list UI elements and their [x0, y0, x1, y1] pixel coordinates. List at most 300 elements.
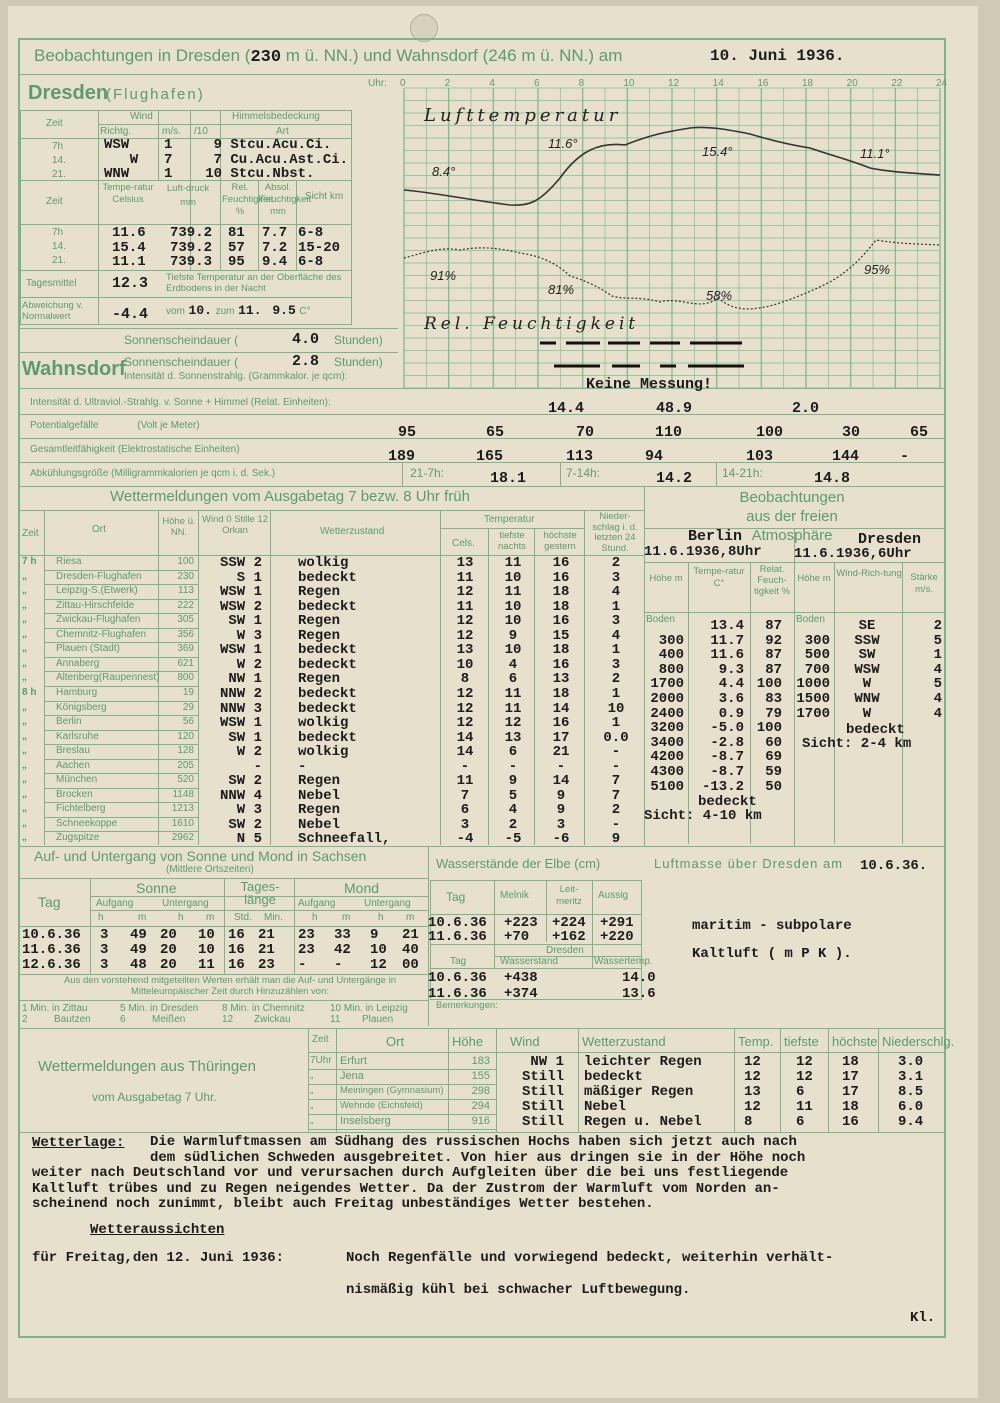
elbe-aussig-val: +220	[600, 929, 634, 945]
rep-ort: Breslau	[56, 745, 90, 757]
richtg-header: Richtg.	[100, 126, 132, 137]
rep-niederschlag: 1	[611, 715, 621, 732]
corr-city: Plauen	[362, 1014, 394, 1025]
rep-ort: Schneekoppe	[56, 817, 118, 829]
rep-hoehe: 356	[177, 628, 194, 640]
rep-zeit: „	[22, 672, 27, 684]
tiefste-label: Tiefste Temperatur an der Oberfläche des Erdbodens in der Nacht	[166, 272, 342, 294]
rep-wind: WSW 1	[219, 584, 262, 601]
leit-value: 189	[388, 448, 416, 465]
rep-hoechste: -6	[552, 831, 570, 848]
dresden-staerke: 1	[933, 647, 942, 664]
elbe-melnik: Melnik	[500, 890, 529, 901]
berlin-temp: 13.4	[710, 618, 744, 634]
th-wetter: mäßiger Regen	[584, 1084, 694, 1100]
th-head: Wind	[510, 1034, 540, 1049]
th-wind: Still	[521, 1114, 564, 1130]
rep-hoechste: 18	[552, 685, 570, 702]
hour-tick: 10	[623, 78, 635, 89]
th-ort: Wehnde (Eichsfeld)	[340, 1100, 423, 1111]
temp-annotation-3: 15.4°	[702, 144, 733, 159]
potential-value: 95	[398, 424, 417, 441]
hum-annotation-2: 81%	[548, 282, 575, 297]
potential-value: 70	[576, 424, 595, 441]
dresden-atm-date: 11.6.1936,6Uhr	[794, 546, 912, 562]
uv-value-1: 14.4	[548, 400, 585, 417]
rep-zeit: „	[22, 585, 27, 597]
dresden-hoehe: 700	[804, 661, 830, 678]
rep-zeit: „	[22, 832, 27, 844]
berlin-hoehe: 3400	[650, 734, 684, 751]
th-zeit: „	[310, 1115, 314, 1126]
header-title: Beobachtungen in Dresden (230 m ü. NN.) und Wahnsdorf (246 m ü. NN.) am	[34, 46, 623, 67]
pot-label: Potentialgefälle (Volt je Meter)	[30, 420, 200, 431]
aussichten-line-2: nismäßig kühl bei schwacher Luftbewegung.	[346, 1282, 691, 1298]
rep-hoechste: 16	[552, 715, 570, 732]
corr-label: 1 Min. in Zittau	[22, 1003, 88, 1014]
sun-cell: 48	[130, 957, 147, 973]
rep-tiefste: 12	[504, 715, 522, 732]
rep-head-hoechste: höchste gestern	[543, 530, 577, 552]
berlin-temp: 3.6	[718, 691, 744, 707]
rep-wetter: bedeckt	[298, 685, 357, 702]
uv-value-3: 2.0	[792, 400, 820, 417]
sun-cell: 10.6.36	[22, 927, 81, 943]
rep-wind: SW 1	[228, 613, 262, 630]
temp-annotation-4: 11.1°	[860, 146, 890, 161]
rep-tiefste: 6	[508, 744, 518, 761]
th-zeit: „	[310, 1070, 314, 1081]
rep-wind: SW 2	[228, 816, 262, 833]
rep-wetter: Regen	[298, 671, 341, 688]
dresden-staerke: 2	[933, 618, 942, 634]
rep-temp: -	[460, 758, 470, 775]
rep-ort: Riesa	[56, 556, 82, 567]
hour-tick: 16	[757, 78, 769, 89]
dresden-richtung: SE	[858, 618, 876, 634]
fa-head-richtung: Wind-Rich-tung	[836, 568, 902, 579]
uhr-label: Uhr:	[368, 78, 387, 89]
obs-rows: 11.6 739.2 81 7.7 6-8 15.4 739.2 57 7.2 15-20 11.1 739.3 95 9.4 6-8	[112, 225, 341, 270]
th-ort: Meiningen (Gymnasium)	[340, 1085, 444, 1096]
boden-d: Boden	[796, 614, 825, 625]
airmass-date: 10.6.36.	[860, 858, 928, 874]
rep-zeit: „	[22, 628, 27, 640]
berlin-temp: 9.3	[718, 661, 744, 678]
dresden-note-1: bedeckt	[846, 722, 905, 738]
dresden-richtung: SSW	[854, 632, 880, 649]
th-niederschlag: 6.0	[898, 1099, 924, 1115]
time-labels: 7h 14. 21.	[52, 141, 66, 180]
berlin-feucht: 92	[765, 632, 782, 649]
rep-temp: 12	[456, 685, 474, 702]
elbe-leitmeritz-val: +162	[552, 929, 586, 945]
dresden-atm-label: Dresden	[858, 531, 922, 548]
th-tiefste: 6	[796, 1114, 805, 1130]
sunshine-dresden-value: 4.0	[292, 331, 320, 348]
mond-untergang: Untergang	[364, 898, 411, 909]
signature: Kl.	[910, 1310, 936, 1326]
rep-wind: WSW 2	[219, 598, 262, 615]
rep-wind: N 5	[236, 831, 262, 848]
boden-b: Boden	[646, 614, 675, 625]
berlin-feucht: 100	[756, 676, 782, 693]
rep-niederschlag: 3	[611, 656, 621, 673]
hm-head: m	[206, 912, 215, 923]
rep-ort: Königsberg	[56, 701, 107, 713]
th-hoehe: 294	[471, 1100, 490, 1112]
hour-tick: 22	[891, 78, 903, 89]
sun-cell: 11	[198, 957, 215, 973]
rep-hoehe: 222	[177, 599, 194, 611]
rep-hoechste: 18	[552, 598, 570, 615]
th-zeit: „	[310, 1100, 314, 1111]
rep-ort: Zwickau-Flughafen	[56, 614, 141, 626]
airmass-label: Luftmasse über Dresden am	[654, 856, 844, 871]
dresden-hoehe: 300	[804, 632, 830, 649]
rep-niederschlag: 4	[611, 584, 621, 601]
airmass-line-1: maritim - subpolare	[692, 918, 852, 934]
temperature-humidity-chart	[0, 0, 1000, 490]
corr-minutes: 2	[22, 1014, 28, 1025]
dresden-richtung: SW	[858, 647, 876, 664]
rep-wind: SW 2	[228, 773, 262, 790]
wind-rows: WSW 1 9 Stcu.Acu.Ci. W 7 7 Cu.Acu.Ast.Ci. WNW 1 10 Stcu.Nbst.	[104, 137, 349, 182]
rep-wetter: bedeckt	[298, 700, 357, 717]
sun-cell: 21	[258, 942, 275, 958]
rep-hoechste: 17	[552, 729, 570, 746]
rep-zeit: „	[22, 745, 27, 757]
rep-hoehe: 305	[177, 614, 194, 626]
rep-hoechste: 16	[552, 569, 570, 586]
rep-hoehe: 520	[177, 774, 194, 786]
th-niederschlag: 3.0	[898, 1054, 924, 1070]
tagesmittel-label: Tagesmittel	[26, 278, 77, 289]
rep-hoehe: 113	[178, 585, 194, 597]
berlin-note-2: Sicht: 4-10 km	[644, 808, 762, 824]
rep-hoechste: 18	[552, 584, 570, 601]
abk-label-2: 7-14h:	[566, 466, 601, 480]
rep-wind: W 2	[236, 656, 262, 673]
th-hoehe: 298	[471, 1085, 490, 1097]
rep-hoechste: 16	[552, 613, 570, 630]
dresden-staerke: 4	[933, 691, 942, 707]
rep-wind: W 2	[236, 744, 262, 761]
rep-tiefste: 2	[508, 816, 518, 833]
druck-header: Luft-druck mm	[166, 183, 210, 208]
sun-cell: 21	[402, 927, 419, 943]
berlin-temp: 11.6	[710, 647, 744, 664]
berlin-feucht: 100	[756, 720, 782, 737]
tagesmittel-value: 12.3	[112, 275, 149, 292]
th-head: Niederschlg.	[882, 1034, 955, 1049]
berlin-hoehe: 300	[658, 632, 684, 649]
tageslaenge-head: Tages-länge	[240, 879, 280, 907]
rep-hoehe: 2962	[171, 832, 194, 844]
wetterlage-label: Wetterlage:	[32, 1135, 125, 1151]
rep-wind: SW 1	[228, 729, 262, 746]
corr-city: Zwickau	[254, 1014, 291, 1025]
rep-niederschlag: 2	[611, 555, 621, 571]
abweichung-label: Abweichung v. Normalwert	[22, 300, 84, 322]
berlin-feucht: 83	[765, 691, 782, 707]
leit-value: 144	[832, 448, 860, 465]
sun-cell: 16	[228, 927, 245, 943]
berlin-temp: -5.0	[710, 720, 744, 737]
tenth-header: /10	[194, 126, 208, 137]
elbe-tag-head-2: Tag	[450, 956, 467, 967]
th-head: Temp.	[738, 1034, 774, 1049]
rep-head-temp: Temperatur	[484, 514, 535, 525]
elbe-d-date: 11.6.36	[428, 986, 487, 1002]
rep-wetter: wolkig	[298, 744, 349, 761]
uv-label: Intensität d. Ultraviol.-Strahlg. v. Sonne + Himmel (Relat. Einheiten):	[30, 397, 331, 408]
hour-tick: 24	[936, 78, 948, 89]
dresden-staerke: 5	[933, 676, 942, 693]
sun-note: Aus den vorstehend mitgeteilten Werten erhält man die Auf- und Untergänge in Mitteleuropäischer Zeit durch Hinzuzählen von:	[64, 975, 396, 997]
rep-head-tiefste: tiefste nachts	[498, 530, 526, 552]
hm-head: h	[378, 912, 384, 923]
rep-niederschlag: 3	[611, 613, 621, 630]
rep-head-zeit: Zeit	[22, 528, 39, 539]
rep-tiefste: 4	[508, 802, 518, 819]
berlin-temp: -13.2	[701, 778, 744, 795]
rep-temp: 11	[456, 598, 474, 615]
rep-hoehe: 621	[177, 657, 194, 669]
rep-hoechste: 13	[552, 671, 570, 688]
rep-temp: 7	[460, 787, 470, 804]
abk-value-3: 14.8	[814, 470, 851, 487]
berlin-feucht: 87	[765, 647, 782, 664]
dresden-richtung: WNW	[854, 691, 880, 707]
berlin-hoehe: 4200	[650, 749, 684, 766]
rep-hoehe: 120	[177, 730, 194, 742]
th-wind: Still	[521, 1099, 564, 1115]
rep-ort: Chemnitz-Flughafen	[56, 628, 147, 640]
wetterlage-text: Die Warmluftmassen am Südhang des russischen Hochs haben sich jetzt auch nach dem südlichen Schweden ausgebreitet. Von hier aus dringen sie in der Höhe noch weiter nach Deutschland vor und verursachen durch Aufgleiten über die bei uns festliegende Kaltluft trübes und zu Regen neigendes Wetter. Da der Zustrom der Warmluft vom Norden an- scheinend noch zunimmt, bleibt auch Freitag unbeständiges Wetter bestehen.	[32, 1134, 806, 1212]
rep-zeit: „	[22, 643, 27, 655]
header-date: 10. Juni 1936.	[710, 47, 845, 65]
rep-hoechste: 15	[552, 627, 570, 644]
rep-wind: NW 1	[228, 671, 262, 688]
rep-wind: W 3	[236, 802, 262, 819]
sonne-head: Sonne	[136, 880, 177, 896]
rep-zeit: 8 h	[22, 686, 37, 698]
hum-annotation-4: 95%	[864, 262, 891, 277]
hour-tick: 2	[444, 78, 451, 89]
elbe-leitmeritz: Leit-meritz	[556, 884, 582, 907]
abs-header: Absol. Feuchtigkeit mm	[260, 182, 312, 217]
rep-tiefste: 11	[504, 584, 522, 601]
th-wetter: Regen u. Nebel	[584, 1114, 702, 1130]
hour-tick: 12	[668, 78, 680, 89]
rep-ort: Berlin	[56, 716, 82, 728]
rep-hoehe: 29	[182, 701, 194, 713]
rep-tiefste: 4	[508, 656, 518, 673]
rep-tiefste: 10	[504, 598, 522, 615]
dresden-richtung: W	[862, 676, 872, 693]
elbe-date: 11.6.36	[428, 929, 487, 945]
rep-wetter: Nebel	[298, 787, 341, 804]
rep-niederschlag: 0.0	[603, 729, 629, 746]
rep-temp: 13	[456, 555, 474, 571]
berlin-temp: 0.9	[718, 705, 744, 722]
keine-messung: Keine Messung!	[586, 376, 713, 393]
th-hoechste: 18	[842, 1054, 859, 1070]
rep-wetter: bedeckt	[298, 729, 357, 746]
th-hoechste: 17	[842, 1069, 859, 1085]
art-header: Art	[276, 126, 289, 137]
std-head: Std.	[234, 912, 252, 923]
th-ort: Jena	[340, 1070, 364, 1082]
dresden-staerke: 4	[933, 705, 942, 722]
aussichten-line-1: Noch Regenfälle und vorwiegend bedeckt, weiterhin verhält-	[346, 1250, 834, 1266]
elbe-d-stand: +438	[504, 970, 538, 986]
th-head: Zeit	[312, 1034, 329, 1045]
sun-cell: 3	[100, 957, 109, 973]
rep-tiefste: 10	[504, 613, 522, 630]
th-temp: 12	[744, 1099, 761, 1115]
sun-cell: 21	[258, 927, 275, 943]
sun-cell: 12.6.36	[22, 957, 81, 973]
rep-temp: 14	[456, 744, 474, 761]
rep-hoechste: 3	[556, 816, 566, 833]
sun-cell: 20	[160, 927, 177, 943]
rep-zeit: „	[22, 803, 27, 815]
rep-niederschlag: 9	[611, 831, 621, 848]
rep-hoechste: 9	[556, 787, 566, 804]
leit-value: 113	[566, 448, 594, 465]
rep-tiefste: -5	[504, 831, 522, 848]
hour-tick: 18	[802, 78, 814, 89]
berlin-hoehe: 800	[658, 661, 684, 678]
leit-label: Gesamtleitfähigkeit (Elektrostatische Einheiten)	[30, 444, 240, 455]
elbe-title: Wasserstände der Elbe (cm)	[436, 856, 601, 871]
sun-cell: 33	[334, 927, 351, 943]
potential-value: 65	[910, 424, 929, 441]
berlin-feucht: 69	[765, 749, 782, 766]
rep-hoehe: 1610	[171, 817, 194, 829]
sun-cell: 20	[160, 957, 177, 973]
corr-label: 5 Min. in Dresden	[120, 1003, 199, 1014]
stunden-2: Stunden)	[334, 355, 383, 369]
th-wetter: leichter Regen	[584, 1054, 702, 1070]
potential-value: 65	[486, 424, 505, 441]
th-wind: Still	[521, 1069, 564, 1085]
berlin-feucht: 50	[765, 778, 782, 795]
rep-hoechste: 16	[552, 656, 570, 673]
rep-wetter: Nebel	[298, 816, 341, 833]
rep-temp: 13	[456, 642, 474, 659]
rep-wetter: wolkig	[298, 715, 349, 732]
elbe-wasserstand: Wasserstand	[500, 956, 558, 967]
sun-cell: 9	[370, 927, 379, 943]
sun-cell: 23	[298, 927, 315, 943]
fa-head-temp: Tempe-ratur C°	[693, 566, 745, 589]
rep-zeit: „	[22, 599, 27, 611]
rep-zeit: „	[22, 788, 27, 800]
rep-temp: 10	[456, 656, 474, 673]
sun-cell: -	[334, 957, 343, 973]
elbe-tag-head: Tag	[446, 890, 466, 904]
wahnsdorf-title: Wahnsdorf	[22, 358, 126, 380]
reports-title: Wettermeldungen vom Ausgabetag 7 bezw. 8 Uhr früh	[110, 488, 470, 505]
sun-cell: 12	[370, 957, 387, 973]
sun-cell: 23	[258, 957, 275, 973]
berlin-hoehe: 2000	[650, 691, 684, 707]
hour-tick: 4	[489, 78, 495, 89]
rep-temp: 12	[456, 715, 474, 732]
sun-sub: (Mittlere Ortszeiten)	[166, 864, 254, 875]
rep-hoechste: 16	[552, 555, 570, 571]
thueringen-sub: vom Ausgabetag 7 Uhr.	[92, 1090, 217, 1104]
th-temp: 12	[744, 1054, 761, 1070]
rep-zeit: „	[22, 730, 27, 742]
rep-temp: 6	[460, 802, 470, 819]
abk-label-1: 21-7h:	[410, 466, 445, 480]
berlin-feucht: 59	[765, 764, 782, 780]
th-wetter: Nebel	[584, 1099, 627, 1115]
berlin-date: 11.6.1936,8Uhr	[644, 544, 762, 560]
dresden-title: Dresden	[28, 82, 109, 104]
intensity-label: Intensität d. Sonnenstrahlg. (Grammkalor. je qcm):	[124, 371, 348, 382]
th-zeit: 7Uhr	[310, 1055, 332, 1066]
rep-temp: 12	[456, 700, 474, 717]
corr-minutes: 12	[222, 1014, 234, 1025]
rep-niederschlag: -	[611, 816, 621, 833]
th-hoechste: 17	[842, 1084, 859, 1100]
temp-annotation-2: 11.6°	[548, 136, 578, 151]
th-tiefste: 6	[796, 1084, 805, 1100]
rep-hoechste: 9	[556, 802, 566, 819]
zeit-header: Zeit	[46, 118, 63, 129]
rep-niederschlag: -	[611, 758, 621, 775]
rep-wetter: wolkig	[298, 555, 349, 571]
rep-tiefste: 13	[504, 729, 522, 746]
abk-label: Abkühlungsgröße (Milligrammkalorien je qcm i. d. Sek.)	[30, 468, 276, 479]
rep-hoehe: 100	[177, 556, 194, 567]
rep-wind: W 3	[236, 627, 262, 644]
rep-niederschlag: -	[611, 744, 621, 761]
mond-aufgang: Aufgang	[298, 898, 336, 909]
elbe-dresden: Dresden	[546, 945, 584, 956]
sun-tag-head: Tag	[38, 894, 61, 910]
rep-tiefste: 9	[508, 627, 518, 644]
airmass-line-2: Kaltluft ( m P K ).	[692, 946, 852, 962]
rep-tiefste: -	[508, 758, 518, 775]
rep-ort: Altenberg(Raupennest)	[56, 672, 160, 684]
berlin-note-1: bedeckt	[698, 794, 757, 810]
berlin-temp: 4.4	[718, 676, 744, 693]
rep-wind: SSW 2	[219, 555, 262, 571]
berlin-label: Berlin	[688, 528, 743, 545]
berlin-feucht: 87	[765, 618, 782, 634]
th-ort: Inselsberg	[340, 1115, 391, 1127]
th-zeit: „	[310, 1085, 314, 1096]
rep-wetter: Regen	[298, 613, 341, 630]
fa-head-feucht: Relat. Feuch-tigkeit %	[754, 564, 790, 597]
rep-ort: Dresden-Flughafen	[56, 570, 142, 582]
dresden-hoehe: 1700	[796, 705, 830, 722]
sun-cell: 40	[402, 942, 419, 958]
rep-tiefste: 10	[504, 642, 522, 659]
rep-temp: 12	[456, 584, 474, 601]
berlin-hoehe: 5100	[650, 778, 684, 795]
rep-temp: 3	[460, 816, 470, 833]
berlin-feucht: 87	[765, 661, 782, 678]
th-tiefste: 12	[796, 1069, 813, 1085]
hm-head: m	[406, 912, 415, 923]
